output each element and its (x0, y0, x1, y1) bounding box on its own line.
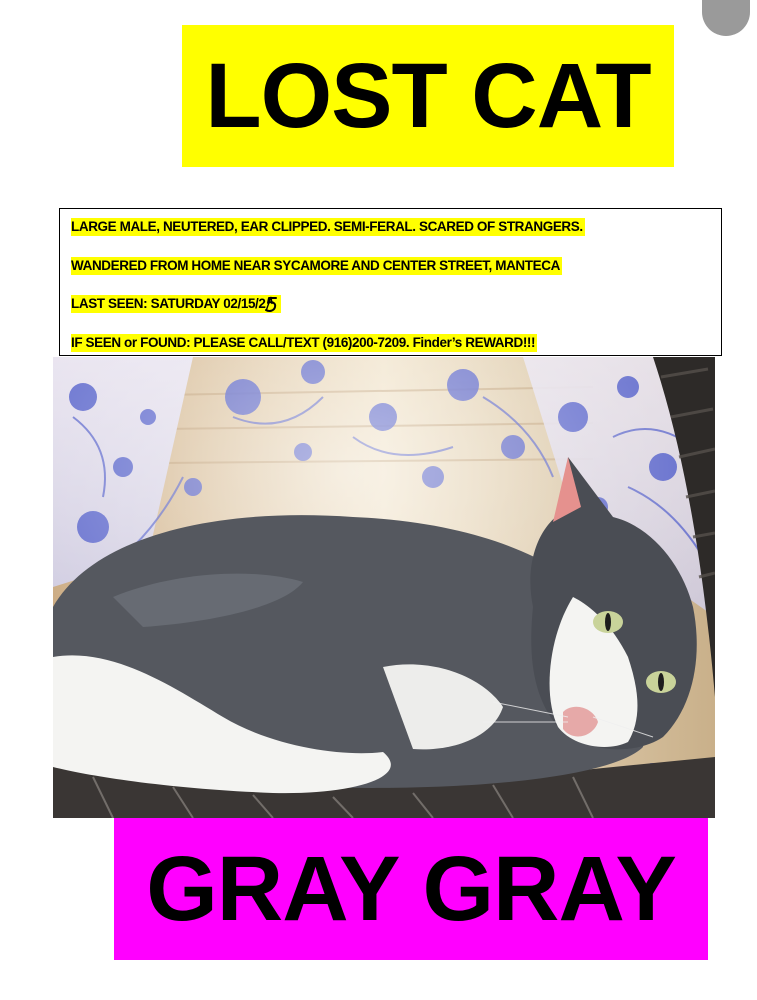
detail-line-description: LARGE MALE, NEUTERED, EAR CLIPPED. SEMI-FERAL. SCARED OF STRANGERS. (71, 219, 583, 234)
cat-name: GRAY GRAY (146, 838, 676, 940)
detail-line-location: WANDERED FROM HOME NEAR SYCAMORE AND CENTER STREET, MANTECA (71, 258, 560, 273)
handwritten-digit-correction (263, 295, 279, 313)
cat-photo (53, 357, 715, 818)
detail-line-last-seen (71, 295, 281, 313)
page-corner-tab (702, 0, 750, 36)
detail-line-contact: IF SEEN or FOUND: PLEASE CALL/TEXT (916)200-7209. Finder’s REWARD!!! (71, 335, 536, 350)
cat-name-banner (114, 818, 708, 960)
poster-title: LOST CAT (205, 45, 651, 147)
details-box (59, 208, 722, 356)
last-seen-text: LAST SEEN: SATURDAY 02/15/2 (71, 296, 266, 311)
title-banner (182, 25, 674, 167)
